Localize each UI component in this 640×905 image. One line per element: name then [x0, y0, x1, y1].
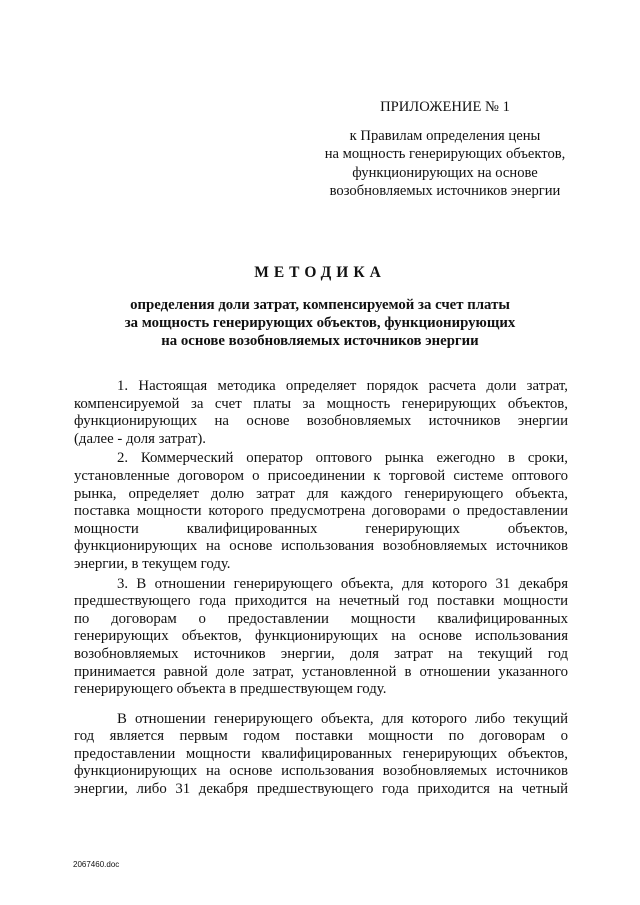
- paragraph-line: (далее - доля затрат).: [74, 430, 206, 447]
- paragraph-line: 3. В отношении генерирующего объекта, для которого 31 декабря: [117, 575, 568, 592]
- paragraph-2: [74, 450, 568, 573]
- document-subtitle: определения доли затрат, компенсируемой за счет платы за мощность генерирующих объектов, функционирующих на основе возобновляемых источников энергии: [124, 297, 516, 349]
- paragraph-line: 2. Коммерческий оператор оптового рынка ежегодно в сроки,: [117, 450, 568, 467]
- paragraph-line: функционирующих на основе использования возобновляемых источников: [74, 763, 568, 780]
- paragraph-line: мощности квалифицированных генерирующих объектов,: [74, 520, 568, 537]
- annex-title: ПРИЛОЖЕНИЕ № 1: [380, 99, 510, 115]
- document-heading: [76, 264, 564, 350]
- document-title: МЕТОДИКА: [254, 264, 386, 281]
- paragraph-line: генерирующего объекта в предшествующем году.: [74, 681, 387, 698]
- paragraph-3: [74, 576, 568, 699]
- paragraph-line: по договорам о предоставлении мощности квалифицированных: [74, 610, 568, 627]
- paragraph-line: рынка, определяет долю затрат для каждого генерирующего объекта,: [74, 485, 568, 502]
- paragraph-line: предоставлении мощности квалифицированных генерирующих объектов,: [74, 745, 568, 762]
- paragraph-line: предшествующего года приходится на нечетный год поставки мощности: [74, 593, 568, 610]
- paragraph-line: функционирующих на основе возобновляемых источников энергии: [74, 413, 568, 430]
- paragraph-line: компенсируемой за счет платы за мощность генерирующих объектов,: [74, 395, 568, 412]
- paragraph-line: установленные договором о присоединении к торговой системе оптового: [74, 467, 568, 484]
- footer-file-name: 2067460.doc: [73, 860, 120, 869]
- annex-block: [300, 98, 590, 201]
- paragraph-line: В отношении генерирующего объекта, для которого либо текущий: [117, 710, 568, 727]
- document-body: [74, 378, 568, 799]
- paragraph-line: 1. Настоящая методика определяет порядок расчета доли затрат,: [117, 378, 568, 394]
- paragraph-4: [74, 711, 568, 799]
- paragraph-line: энергии, либо 31 декабря предшествующего года приходится на четный: [74, 781, 568, 798]
- paragraph-1: [74, 378, 568, 448]
- paragraph-line: принимается равной доле затрат, установленной в отношении указанного: [74, 663, 568, 680]
- annex-subtitle: к Правилам определения цены на мощность генерирующих объектов, функционирующих на основе возобновляемых источников энергии: [324, 127, 566, 199]
- paragraph-line: возобновляемых источников энергии, доля затрат на текущий год: [74, 645, 568, 662]
- paragraph-line: генерирующих объектов, функционирующих на основе использования: [74, 628, 568, 645]
- paragraph-line: поставка мощности которого предусмотрена договорами о предоставлении: [74, 503, 568, 520]
- paragraph-line: функционирующих на основе использования возобновляемых источников: [74, 538, 568, 555]
- paragraph-line: энергии, в текущем году.: [74, 555, 231, 572]
- paragraph-line: год является первым годом поставки мощности по договорам о: [74, 728, 568, 745]
